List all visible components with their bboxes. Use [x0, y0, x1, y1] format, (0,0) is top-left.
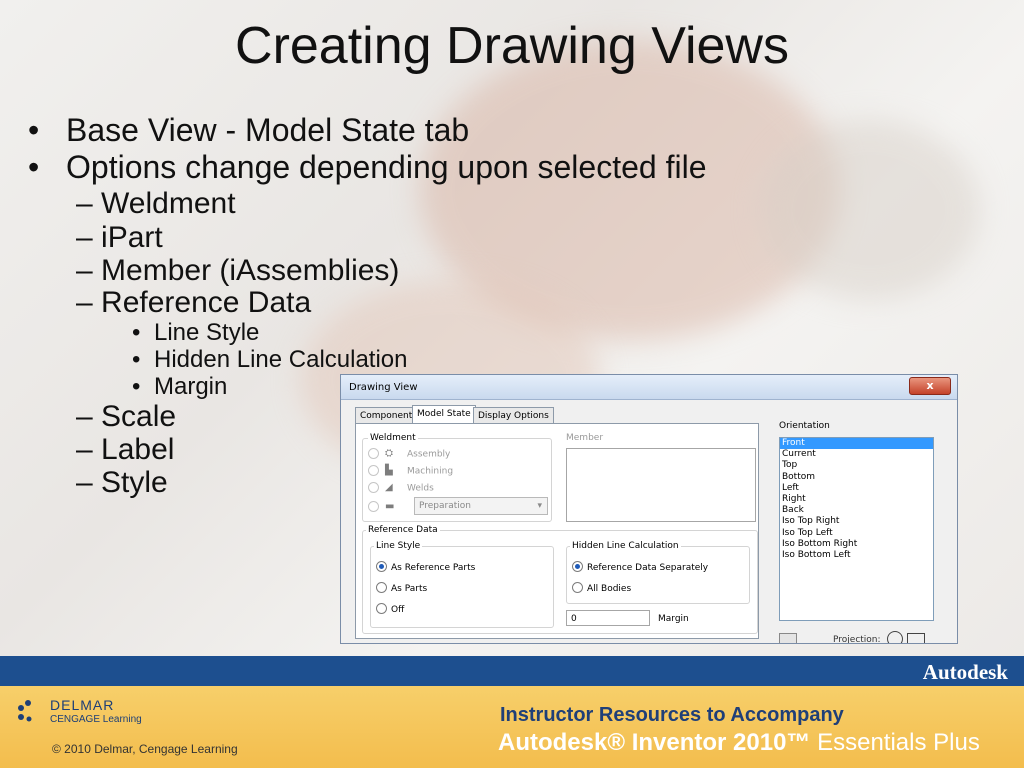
autodesk-brand: Autodesk: [922, 660, 1008, 684]
publisher-line2: CENGAGE Learning: [50, 714, 142, 725]
preparation-radio[interactable]: [368, 501, 407, 513]
orientation-item[interactable]: Iso Top Left: [782, 527, 833, 538]
bullet-item: • Base View - Model State tab: [28, 112, 470, 148]
footer: [0, 686, 1024, 768]
margin-label: Margin: [658, 614, 689, 624]
tagline-line1: Instructor Resources to Accompany: [500, 704, 844, 726]
orientation-item[interactable]: Front: [780, 438, 933, 449]
hidden-line-group: [566, 546, 750, 604]
reference-data-separately-radio[interactable]: Reference Data Separately: [572, 562, 708, 573]
sub-sub-bullet-item: • Margin: [132, 373, 228, 400]
hidden-line-label: Hidden Line Calculation: [572, 541, 679, 551]
dialog-title: Drawing View: [349, 382, 418, 393]
sub-sub-bullet-item: • Line Style: [132, 319, 260, 346]
orientation-item[interactable]: Top: [782, 460, 798, 471]
all-bodies-radio[interactable]: All Bodies: [572, 583, 631, 594]
orientation-item[interactable]: Current: [782, 449, 816, 460]
machining-radio[interactable]: ▙ Machining: [368, 465, 453, 477]
orientation-item[interactable]: Bottom: [782, 471, 816, 482]
machining-icon: ▙: [385, 465, 393, 476]
reference-data-label: Reference Data: [368, 525, 438, 535]
drawing-view-dialog: [340, 374, 958, 644]
slide-title: Creating Drawing Views: [235, 17, 789, 75]
copyright: © 2010 Delmar, Cengage Learning: [52, 742, 238, 756]
orientation-item[interactable]: Iso Top Right: [782, 516, 840, 527]
projection-type-icon[interactable]: [907, 633, 925, 644]
model-state-panel: [355, 423, 759, 639]
off-radio[interactable]: Off: [376, 604, 404, 615]
dialog-title-bar: [341, 375, 957, 400]
cengage-logo-icon: [16, 698, 42, 724]
orientation-item[interactable]: Right: [782, 494, 806, 505]
preparation-icon: ▬: [385, 501, 395, 512]
sub-bullet-item: – Weldment: [76, 187, 236, 220]
sub-bullet-item: – Scale: [76, 400, 177, 433]
orientation-list[interactable]: [779, 437, 934, 621]
background-blur: [760, 120, 980, 300]
sub-bullet-item: – Reference Data: [76, 286, 312, 319]
sub-sub-bullet-item: • Hidden Line Calculation: [132, 346, 408, 373]
orientation-item[interactable]: Left: [782, 482, 799, 493]
bullet-item: • Options change depending upon selected file: [28, 149, 707, 185]
assembly-icon: ⛭: [385, 448, 393, 459]
orientation-item[interactable]: Iso Bottom Left: [782, 550, 851, 561]
orientation-item[interactable]: Back: [782, 505, 804, 516]
chevron-down-icon: ▾: [537, 501, 542, 511]
close-button[interactable]: x: [909, 377, 951, 395]
preparation-select[interactable]: Preparation ▾: [414, 497, 548, 515]
tagline-line2: [498, 729, 980, 757]
tab-display-options[interactable]: Display Options: [473, 407, 554, 425]
assembly-radio[interactable]: ⛭ Assembly: [368, 448, 450, 460]
custom-view-button[interactable]: [779, 633, 797, 644]
sub-bullet-item: – iPart: [76, 221, 163, 254]
tab-model-state[interactable]: Model State: [412, 405, 476, 425]
sub-bullet-item: – Label: [76, 433, 175, 466]
footer-band: [0, 656, 1024, 686]
weldment-label: Weldment: [370, 433, 416, 443]
margin-input[interactable]: 0: [566, 610, 650, 626]
member-list[interactable]: [566, 448, 756, 522]
sub-bullet-item: – Member (iAssemblies): [76, 254, 400, 287]
welds-icon: ◢: [385, 482, 393, 493]
tagline-product: Autodesk® Inventor 2010™: [498, 729, 811, 756]
projection-icon[interactable]: [887, 631, 903, 644]
member-label: Member: [566, 433, 604, 443]
line-style-label: Line Style: [376, 541, 421, 551]
orientation-label: Orientation: [779, 421, 830, 431]
projection-label: Projection:: [833, 635, 881, 644]
tagline-suffix: Essentials Plus: [810, 729, 980, 756]
tab-component[interactable]: Component: [355, 407, 417, 425]
sub-bullet-item: – Style: [76, 466, 168, 499]
orientation-item[interactable]: Iso Bottom Right: [782, 538, 858, 549]
welds-radio[interactable]: ◢ Welds: [368, 482, 434, 494]
as-reference-parts-radio[interactable]: As Reference Parts: [376, 562, 475, 573]
as-parts-radio[interactable]: As Parts: [376, 583, 427, 594]
publisher-line1: DELMAR: [50, 697, 115, 713]
